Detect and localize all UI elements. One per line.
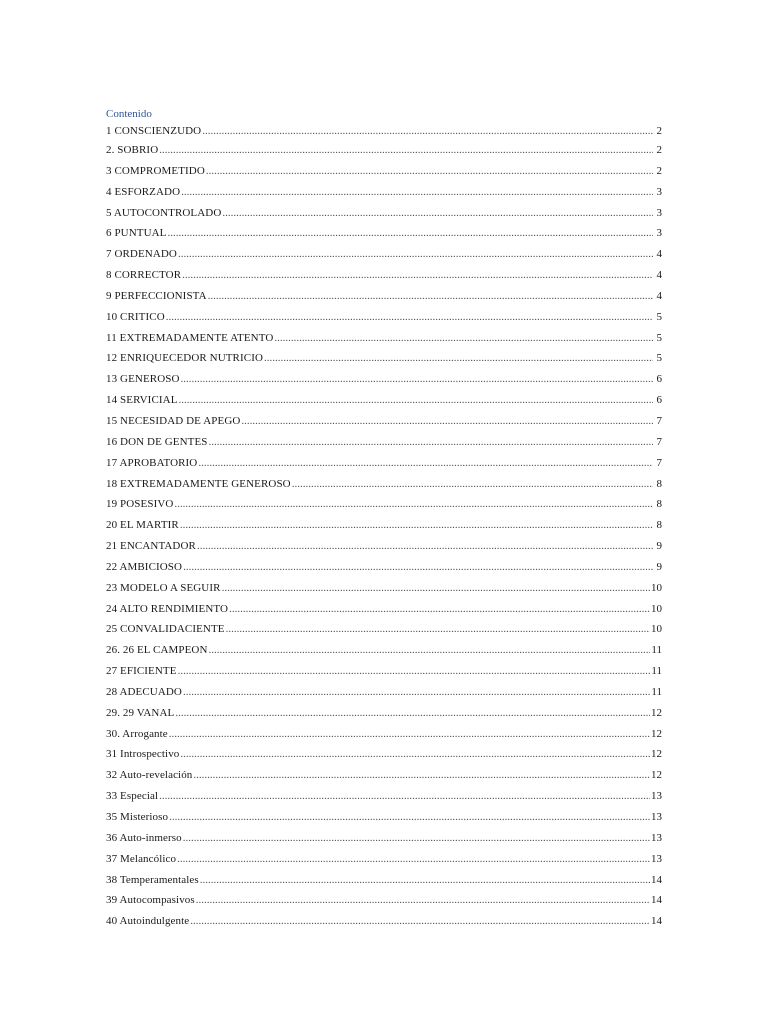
- toc-entry-title: 36 Auto-inmerso: [106, 831, 182, 844]
- toc-entry-title: 20 EL MARTIR: [106, 519, 179, 532]
- toc-entry-title: 25 CONVALIDACIENTE: [106, 623, 225, 636]
- toc-entry-title: 21 ENCANTADOR: [106, 540, 196, 553]
- toc-entry[interactable]: [106, 640, 662, 661]
- toc-dot-leader: [167, 223, 653, 244]
- toc-entry-page-number: 2: [656, 164, 662, 177]
- toc-entry-page-number: 14: [651, 915, 662, 928]
- toc-entry[interactable]: [106, 849, 662, 870]
- toc-entry[interactable]: [106, 432, 662, 453]
- toc-entry-page-number: 10: [651, 602, 662, 615]
- toc-entry-page-number: 14: [651, 894, 662, 907]
- toc-dot-leader: [226, 619, 650, 640]
- toc-dot-leader: [174, 494, 653, 515]
- toc-entry[interactable]: [106, 182, 662, 203]
- toc-entry-page-number: 12: [651, 706, 662, 719]
- toc-entry-page-number: 3: [656, 227, 662, 240]
- toc-dot-leader: [222, 578, 650, 599]
- toc-entry-title: 8 CORRECTOR: [106, 269, 182, 282]
- toc-entry-title: 39 Autocompasivos: [106, 894, 195, 907]
- toc-entry-title: 7 ORDENADO: [106, 248, 177, 261]
- toc-entry-page-number: 11: [651, 685, 662, 698]
- toc-entry-page-number: 3: [656, 185, 662, 198]
- toc-entry-page-number: 9: [656, 540, 662, 553]
- toc-dot-leader: [222, 203, 653, 224]
- toc-entry[interactable]: [106, 765, 662, 786]
- toc-entry-title: 27 EFICIENTE: [106, 665, 177, 678]
- toc-entry-title: 26. 26 EL CAMPEON: [106, 644, 208, 657]
- toc-entry-title: 30. Arrogante: [106, 727, 168, 740]
- toc-dot-leader: [264, 348, 653, 369]
- toc-entry[interactable]: [106, 890, 662, 911]
- toc-entry[interactable]: [106, 474, 662, 495]
- toc-entry[interactable]: [106, 911, 662, 932]
- toc-entry-page-number: 4: [656, 269, 662, 282]
- toc-dot-leader: [200, 870, 650, 891]
- toc-entry-title: 15 NECESIDAD DE APEGO: [106, 414, 241, 427]
- toc-entry[interactable]: [106, 411, 662, 432]
- toc-entry[interactable]: [106, 203, 662, 224]
- toc-entry-title: 13 GENEROSO: [106, 373, 180, 386]
- toc-entry-title: 16 DON DE GENTES: [106, 435, 208, 448]
- toc-entry-page-number: 7: [656, 414, 662, 427]
- toc-entry[interactable]: [106, 161, 662, 182]
- toc-entry[interactable]: [106, 828, 662, 849]
- toc-entry-title: 40 Autoindulgente: [106, 915, 190, 928]
- toc-entry-page-number: 13: [651, 831, 662, 844]
- toc-entry-page-number: 2: [656, 125, 662, 137]
- toc-entry-page-number: 5: [656, 310, 662, 323]
- toc-dot-leader: [159, 786, 650, 807]
- toc-entry-page-number: 2: [656, 144, 662, 156]
- toc-entry-title: 24 ALTO RENDIMIENTO: [106, 602, 229, 615]
- toc-entry[interactable]: [106, 390, 662, 411]
- toc-entry-page-number: 7: [656, 435, 662, 448]
- toc-entry[interactable]: [106, 807, 662, 828]
- toc-entry[interactable]: [106, 265, 662, 286]
- toc-entry-title: 38 Temperamentales: [106, 873, 199, 886]
- toc-entry-page-number: 6: [656, 394, 662, 407]
- toc-dot-leader: [181, 182, 653, 203]
- toc-entry[interactable]: [106, 578, 662, 599]
- toc-dot-leader: [178, 244, 653, 265]
- toc-entry-page-number: 13: [651, 852, 662, 865]
- toc-entry-page-number: 3: [656, 206, 662, 219]
- toc-entry-title: 23 MODELO A SEGUIR: [106, 581, 221, 594]
- toc-entry-page-number: 9: [656, 560, 662, 573]
- toc-entry-page-number: 13: [651, 811, 662, 823]
- toc-dot-leader: [179, 390, 653, 411]
- toc-dot-leader: [209, 432, 653, 453]
- toc-dot-leader: [208, 286, 653, 307]
- toc-entry-page-number: 4: [656, 248, 662, 261]
- toc-entry-title: 10 CRITICO: [106, 310, 165, 323]
- toc-entry-title: 12 ENRIQUECEDOR NUTRICIO: [106, 352, 264, 365]
- toc-entry-page-number: 14: [651, 873, 662, 886]
- toc-entry-page-number: 6: [656, 373, 662, 386]
- toc-entry-title: 17 APROBATORIO: [106, 456, 198, 469]
- toc-dot-leader: [241, 411, 653, 432]
- toc-dot-leader: [181, 369, 653, 390]
- toc-entry-title: 2. SOBRIO: [106, 144, 159, 156]
- toc-entry-title: 9 PERFECCIONISTA: [106, 289, 207, 302]
- toc-entry-title: 31 Introspectivo: [106, 748, 180, 761]
- toc-entry-page-number: 5: [656, 352, 662, 365]
- toc-entry-title: 28 ADECUADO: [106, 685, 182, 698]
- document-page: [106, 108, 662, 932]
- toc-entry[interactable]: [106, 661, 662, 682]
- toc-entry[interactable]: [106, 744, 662, 765]
- toc-entry[interactable]: [106, 223, 662, 244]
- toc-entry[interactable]: [106, 453, 662, 474]
- toc-dot-leader: [182, 265, 653, 286]
- toc-entry-title: 3 COMPROMETIDO: [106, 164, 205, 177]
- toc-dot-leader: [292, 474, 653, 495]
- toc-dot-leader: [229, 599, 650, 620]
- toc-dot-leader: [197, 536, 653, 557]
- toc-entry[interactable]: [106, 328, 662, 349]
- toc-entry-title: 1 CONSCIENZUDO: [106, 125, 202, 137]
- toc-entry-page-number: 10: [651, 623, 662, 636]
- toc-dot-leader: [198, 453, 653, 474]
- toc-entry-title: 19 POSESIVO: [106, 498, 174, 511]
- toc-entry[interactable]: [106, 682, 662, 703]
- toc-entry-title: 5 AUTOCONTROLADO: [106, 206, 222, 219]
- toc-entry-page-number: 8: [656, 498, 662, 511]
- toc-entry-page-number: 8: [656, 477, 662, 490]
- toc-entry[interactable]: [106, 703, 662, 724]
- toc-dot-leader: [193, 765, 650, 786]
- toc-entry-title: 29. 29 VANAL: [106, 706, 175, 719]
- toc-list: [106, 122, 662, 932]
- toc-dot-leader: [166, 307, 653, 328]
- toc-dot-leader: [169, 807, 650, 828]
- toc-entry-title: 18 EXTREMADAMENTE GENEROSO: [106, 477, 291, 490]
- toc-dot-leader: [180, 744, 650, 765]
- toc-entry-title: 11 EXTREMADAMENTE ATENTO: [106, 331, 274, 344]
- toc-entry-page-number: 13: [651, 790, 662, 803]
- toc-entry[interactable]: [106, 244, 662, 265]
- toc-dot-leader: [183, 557, 653, 578]
- toc-entry[interactable]: [106, 286, 662, 307]
- toc-entry-title: 33 Especial: [106, 790, 159, 803]
- toc-entry[interactable]: [106, 515, 662, 536]
- toc-dot-leader: [274, 328, 653, 349]
- toc-entry-page-number: 11: [651, 644, 662, 657]
- toc-dot-leader: [209, 640, 651, 661]
- toc-entry[interactable]: [106, 140, 662, 161]
- toc-entry-title: 35 Misterioso: [106, 811, 169, 823]
- toc-entry[interactable]: [106, 536, 662, 557]
- toc-dot-leader: [159, 140, 653, 161]
- toc-entry[interactable]: [106, 369, 662, 390]
- toc-entry[interactable]: [106, 786, 662, 807]
- toc-entry-page-number: 12: [651, 727, 662, 740]
- toc-entry-page-number: 11: [651, 665, 662, 678]
- toc-dot-leader: [169, 724, 650, 745]
- toc-entry[interactable]: [106, 870, 662, 891]
- toc-entry-title: 6 PUNTUAL: [106, 227, 167, 240]
- toc-entry-title: 4 ESFORZADO: [106, 185, 181, 198]
- toc-entry[interactable]: [106, 307, 662, 328]
- toc-dot-leader: [206, 161, 653, 182]
- toc-entry-page-number: 4: [656, 289, 662, 302]
- toc-heading: Contenido: [106, 108, 152, 120]
- toc-entry-page-number: 5: [656, 331, 662, 344]
- toc-entry-title: 14 SERVICIAL: [106, 394, 178, 407]
- toc-entry-title: 37 Melancólico: [106, 852, 177, 865]
- toc-entry[interactable]: [106, 348, 662, 369]
- toc-dot-leader: [202, 122, 653, 140]
- toc-dot-leader: [175, 703, 650, 724]
- toc-dot-leader: [178, 661, 651, 682]
- toc-entry-page-number: 8: [656, 519, 662, 532]
- toc-entry-page-number: 12: [651, 748, 662, 761]
- toc-entry-title: 22 AMBICIOSO: [106, 560, 183, 573]
- toc-entry[interactable]: [106, 557, 662, 578]
- toc-entry[interactable]: [106, 122, 662, 140]
- toc-dot-leader: [180, 515, 653, 536]
- toc-dot-leader: [177, 849, 650, 870]
- toc-entry[interactable]: [106, 619, 662, 640]
- toc-entry[interactable]: [106, 599, 662, 620]
- toc-dot-leader: [190, 911, 650, 932]
- toc-entry-page-number: 7: [656, 456, 662, 469]
- toc-entry[interactable]: [106, 724, 662, 745]
- toc-entry-title: 32 Auto-revelación: [106, 769, 193, 782]
- toc-entry-page-number: 12: [651, 769, 662, 782]
- toc-dot-leader: [183, 828, 650, 849]
- toc-dot-leader: [183, 682, 650, 703]
- toc-dot-leader: [196, 890, 650, 911]
- toc-entry-page-number: 10: [651, 581, 662, 594]
- toc-entry[interactable]: [106, 494, 662, 515]
